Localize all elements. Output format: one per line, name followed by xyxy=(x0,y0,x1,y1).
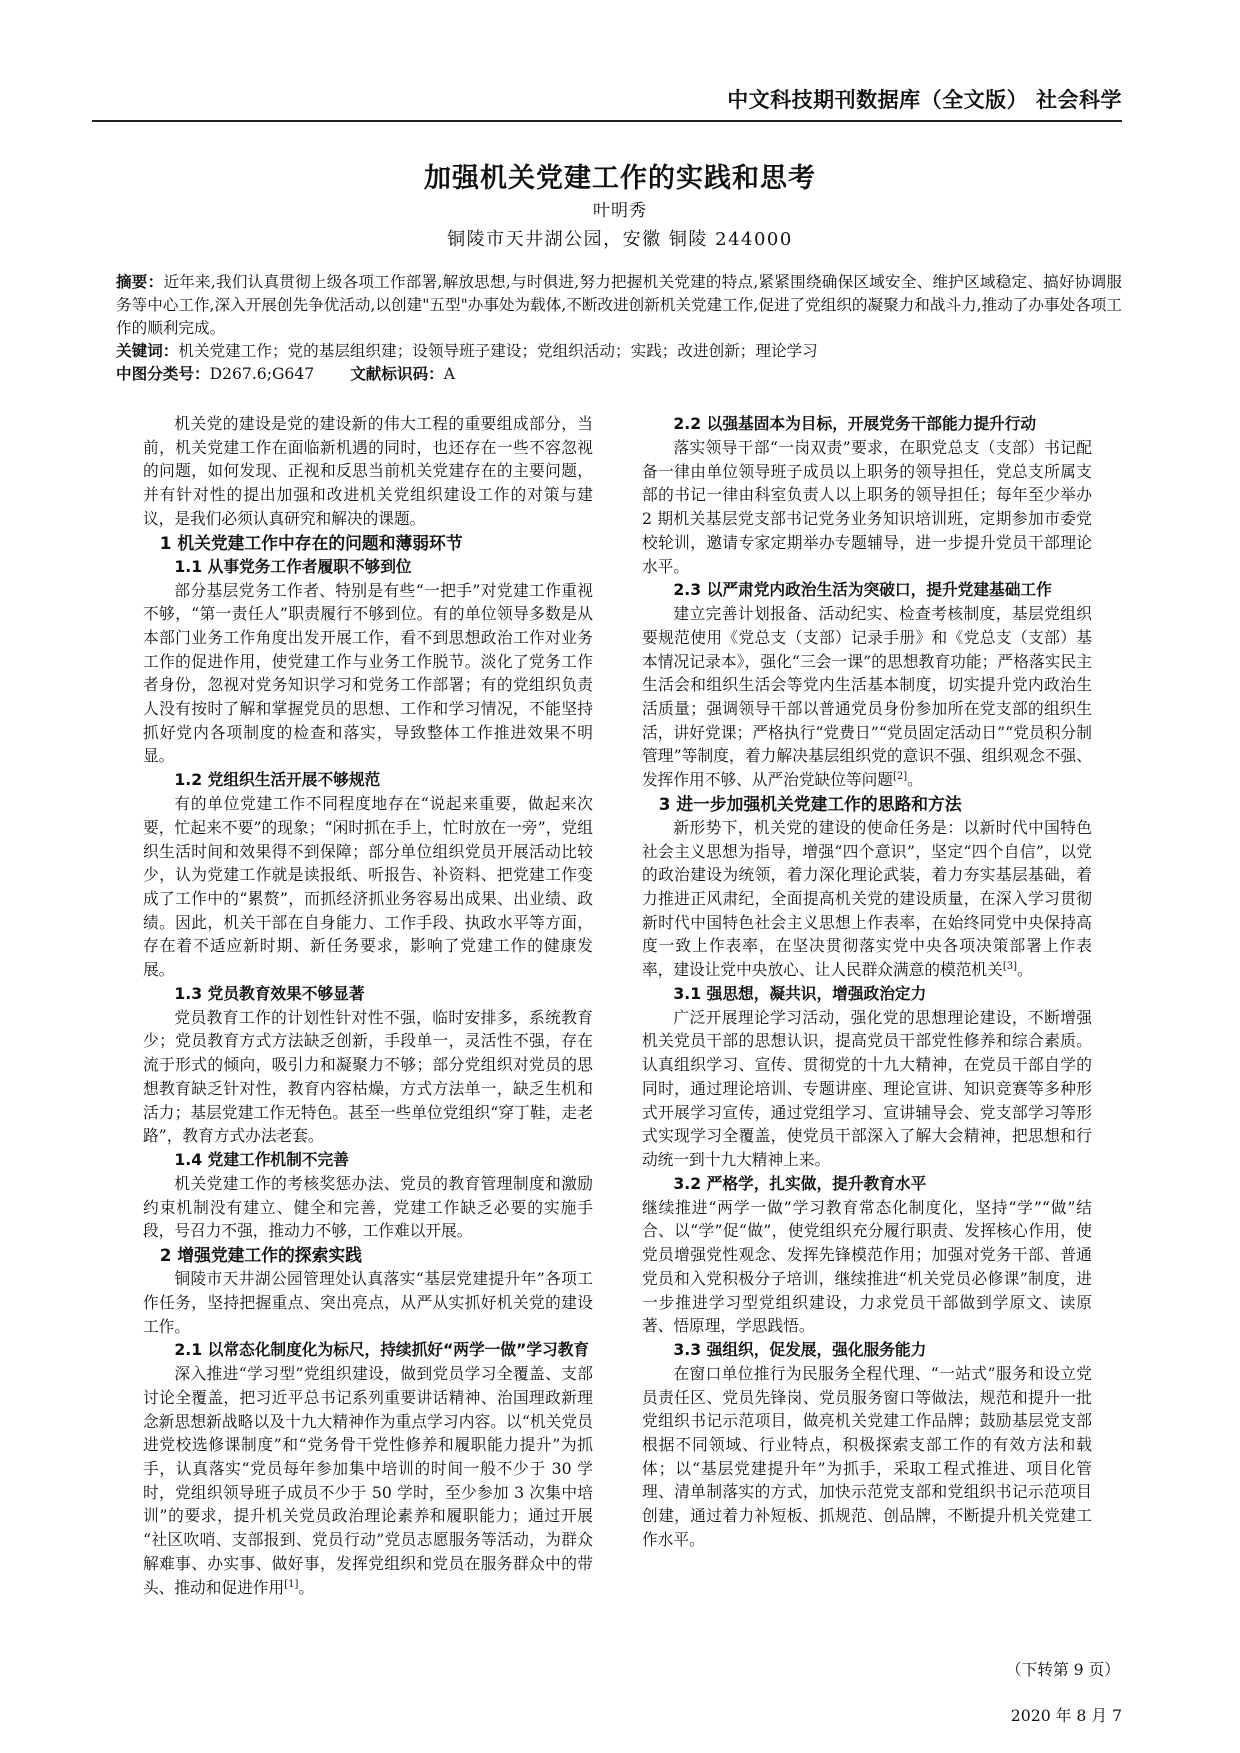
section-heading-text: 2 增强党建工作的探索实践 xyxy=(159,1245,362,1266)
paragraph-text: 新形势下，机关党的建设的使命任务是：以新时代中国特色社会主义思想为指导，增强“四个意识”，坚定“四个自信”，以党的政治建设为统领，着力深化理论武装，着力夯实基层基础，着力推进正风肃纪，全面提高机关党的建设质量，在深入学习贯彻新时代中国特色社会主义思想上作表率，在始终同党中央保持高度一致上作表率，在坚决贯彻落实党中央各项决策部署上作表率，建设让党中央放心、让人民群众满意的模范机关 xyxy=(642,817,1092,980)
paragraph xyxy=(642,436,1092,578)
subsection-heading xyxy=(642,982,1092,1006)
paragraph-text: 落实领导干部“一岗双责”要求，在职党总支（支部）书记配备一律由单位领导班子成员以上职务的领导担任，党总支所属支部的书记一律由科室负责人以上职务的领导担任；每年至少举办 2 期机关基层党支部书记党务业务知识培训班，定期参加市委党校轮训，邀请专家定期举办专题辅导，进一步提升党员干部理论水平。 xyxy=(642,438,1092,576)
section-heading-text: 1 机关党建工作中存在的问题和薄弱环节 xyxy=(159,532,463,553)
paragraph-text: 继续推进“两学一做”学习教育常态化制度化，坚持“学”“做”结合、以“学”促“做”，使党组织充分履行职责、发挥核心作用，使党员增强党性观念、发挥先锋模范作用；加强对党务干部、普通党员和入党积极分子培训，继续推进“机关党员必修课”制度，进一步推进学习型党组织建设，力求党员干部做到学原文、读原著、悟原理，学思践悟。 xyxy=(642,1197,1092,1336)
subsection-heading xyxy=(143,768,593,792)
paragraph-text: 有的单位党建工作不同程度地存在“说起来重要，做起来次要，忙起来不要”的现象；“闲时抓在手上，忙时放在一旁”，党组织生活时间和效果得不到保障；部分单位组织党员开展活动比较少，认为党建工作就是读报纸、听报告、补资料、把党建工作变成了工作中的“累赘”，而抓经济抓业务容易出成果、出业绩、政绩。因此，机关干部在自身能力、工作手段、执政水平等方面，存在着不适应新时期、新任务要求，影响了党建工作的健康发展。 xyxy=(143,794,593,980)
page-footer: 2020 年 8 月 7 xyxy=(1010,1706,1122,1725)
paragraph xyxy=(642,1006,1092,1172)
subsection-heading-text: 1.4 党建工作机制不完善 xyxy=(174,1149,349,1169)
paragraph-text: 建立完善计划报备、活动纪实、检查考核制度，基层党组织要规范使用《党总支（支部）记录手册》和《党总支（支部）基本情况记录本》，强化“三会一课”的思想教育功能；严格落实民主生活会和组织生活会等党内生活基本制度，切实提升党内政治生活质量；强调领导干部以普通党员身份参加所在党支部的组织生活，讲好党课；严格执行“党费日”“党员固定活动日”“党员积分制管理”等制度，着力解决基层组织党的意识不强、组织观念不强、发挥作用不够、从严治党缺位等问题 xyxy=(642,604,1092,790)
subsection-heading xyxy=(642,1338,1092,1362)
section-heading-text: 3 进一步加强机关党建工作的思路和方法 xyxy=(658,793,962,814)
right-column xyxy=(642,412,1092,1552)
section-heading xyxy=(143,1243,593,1267)
subsection-heading-text: 2.3 以严肃党内政治生活为突破口，提升党建基础工作 xyxy=(673,580,1052,600)
subsection-heading-text: 1.2 党组织生活开展不够规范 xyxy=(174,770,381,790)
author-name: 叶明秀 xyxy=(593,201,647,221)
paragraph xyxy=(143,1267,593,1338)
subsection-heading-text: 1.3 党员教育效果不够显著 xyxy=(174,983,365,1003)
journal-header: 中文科技期刊数据库（全文版） 社会科学 xyxy=(727,88,1122,112)
paragraph-text: 在窗口单位推行为民服务全程代理、“一站式”服务和设立党员责任区、党员先锋岗、党员服务窗口等做法，规范和提升一批党组织书记示范项目，做亮机关党建工作品牌；鼓励基层党支部根据不同领域、行业特点，积极探索支部工作的有效方法和载体；以“基层党建提升年”为抓手，采取工程式推进、项目化管理、清单制落实的方式，加快示范党支部和党组织书记示范项目创建，通过着力补短板、抓规范、创品牌，不断提升机关党建工作水平。 xyxy=(642,1363,1092,1549)
paragraph xyxy=(143,579,593,769)
citation-ref: [1] xyxy=(284,1578,299,1590)
subsection-heading-text: 1.1 从事党务工作者履职不够到位 xyxy=(174,556,412,576)
paragraph-text: 机关党的建设是党的建设新的伟大工程的重要组成部分，当前，机关党建工作在面临新机遇的同时，也还存在一些不容忽视的问题，如何发现、正视和反思当前机关党建存在的主要问题，并有针对性的提出加强和改进机关党组织建设工作的对策与建议，是我们必须认真研究和解决的课题。 xyxy=(143,414,593,528)
left-column xyxy=(143,412,593,1599)
paragraph xyxy=(642,1196,1092,1338)
subsection-heading xyxy=(143,555,593,579)
subsection-heading-text: 3.1 强思想，凝共识，增强政治定力 xyxy=(673,983,927,1003)
subsection-heading xyxy=(642,412,1092,436)
subsection-heading xyxy=(642,578,1092,602)
paragraph xyxy=(143,1006,593,1148)
paragraph-text: 党员教育工作的计划性针对性不强，临时安排多，系统教育少；党员教育方式方法缺乏创新，手段单一，灵活性不强，存在流于形式的倾向，吸引力和凝聚力不够；部分党组织对党员的思想教育缺乏针对性，教育内容枯燥，方式方法单一，缺乏生机和活力；基层党建工作无特色。甚至一些单位党组织“穿丁鞋，走老路”，教育方式办法老套。 xyxy=(143,1007,593,1146)
article-title: 加强机关党建工作的实践和思考 xyxy=(424,163,816,194)
sentence-end: 。 xyxy=(298,1577,315,1597)
paragraph xyxy=(143,1362,593,1599)
doc-code-value: A xyxy=(443,365,456,383)
paragraph xyxy=(642,816,1092,982)
citation-ref: [3] xyxy=(1002,960,1017,972)
subsection-heading-text: 3.2 严格学，扎实做，提升教育水平 xyxy=(673,1173,927,1193)
paragraph-text: 深入推进“学习型”党组织建设，做到党员学习全覆盖、支部讨论全覆盖，把习近平总书记系列重要讲话精神、治国理政新理念新思想新战略以及十九大精神作为重点学习内容。以“机关党员进党校选修课制度”和“党务骨干党性修养和履职能力提升”为抓手，认真落实“党员每年参加集中培训的时间一般不少于 30 学时，党组织领导班子成员不少于 50 学时，至少参加 3 次集中培训”的要求，提升机关党员政治理论素养和履职能力；通过开展 “社区吹哨、支部报到、党员行动”党员志愿服务等活动，为群众解难事、办实事、做好事，发挥党组织和党员在服务群众中的带头、推动和促进作用 xyxy=(143,1364,593,1597)
paragraph xyxy=(143,412,593,531)
subsection-heading xyxy=(143,1338,593,1362)
keywords xyxy=(116,340,1122,363)
subsection-heading-text: 3.3 强组织，促发展，强化服务能力 xyxy=(673,1339,927,1359)
abstract-text: 近年来,我们认真贯彻上级各项工作部署,解放思想,与时俱进,努力把握机关党建的特点,紧紧围绕确保区域安全、维护区域稳定、搞好协调服务等中心工作,深入开展创先争优活动,以创建"五型"办事处为载体,不断改进创新机关党建工作,促进了党组织的凝聚力和战斗力,推动了办事处各项工作的顺利完成。 xyxy=(116,273,1122,337)
section-heading xyxy=(143,531,593,555)
paragraph-text: 部分基层党务工作者、特别是有些“一把手”对党建工作重视不够，“第一责任人”职责履行不够到位。有的单位领导多数是从本部门业务工作角度出发开展工作，看不到思想政治工作对业务工作的促进作用，使党建工作与业务工作脱节。淡化了党务工作者身份，忽视对党务知识学习和党务工作部署；有的党组织负责人没有按时了解和掌握党员的思想、工作和学习情况，不能坚持抓好党内各项制度的检查和落实，导致整体工作推进效果不明显。 xyxy=(143,580,593,766)
keywords-text: 机关党建工作；党的基层组织建；设领导班子建设；党组织活动；实践；改进创新；理论学习 xyxy=(178,342,818,360)
paragraph xyxy=(642,1362,1092,1552)
section-heading xyxy=(642,792,1092,816)
subsection-heading xyxy=(642,1172,1092,1196)
sentence-end: 。 xyxy=(907,770,923,790)
subsection-heading xyxy=(143,1148,593,1172)
continued-note: （下转第 9 页） xyxy=(1005,1660,1120,1679)
header-rule xyxy=(92,120,1122,122)
classification xyxy=(116,363,1122,386)
subsection-heading xyxy=(143,982,593,1006)
abstract-label: 摘要： xyxy=(116,273,164,291)
clc-label: 中图分类号： xyxy=(116,365,210,383)
doc-code-label: 文献标识码： xyxy=(350,365,444,383)
subsection-heading-text: 2.1 以常态化制度化为标尺，持续抓好“两学一做”学习教育 xyxy=(174,1340,590,1360)
paragraph-text: 广泛开展理论学习活动，强化党的思想理论建设，不断增强机关党员干部的思想认识，提高党员干部党性修养和综合素质。认真组织学习、宣传、贯彻党的十九大精神，在党员干部自学的同时，通过理论培训、专题讲座、理论宣讲、知识竞赛等多种形式开展学习宣传，通过党组学习、宣讲辅导会、党支部学习等形式实现学习全覆盖，使党员干部深入了解大会精神，把思想和行动统一到十九大精神上来。 xyxy=(642,1007,1092,1169)
sentence-end: 。 xyxy=(1016,960,1033,980)
paragraph-text: 铜陵市天井湖公园管理处认真落实“基层党建提升年”各项工作任务，坚持把握重点、突出亮点，从严从实抓好机关党的建设工作。 xyxy=(143,1269,593,1336)
paragraph-text: 机关党建工作的考核奖惩办法、党员的教育管理制度和激励约束机制没有建立、健全和完善，党建工作缺乏必要的实施手段，号召力不强，推动力不够，工作难以开展。 xyxy=(143,1173,593,1241)
author-affiliation: 铜陵市天井湖公园，安徽 铜陵 244000 xyxy=(447,229,793,250)
paragraph xyxy=(143,1172,593,1243)
paragraph xyxy=(642,602,1092,792)
keywords-label: 关键词： xyxy=(116,342,179,360)
subsection-heading-text: 2.2 以强基固本为目标，开展党务干部能力提升行动 xyxy=(673,414,1037,433)
clc-value: D267.6;G647 xyxy=(209,365,315,383)
paragraph xyxy=(143,792,593,982)
citation-ref: [2] xyxy=(893,770,908,782)
front-matter xyxy=(116,271,1122,386)
abstract xyxy=(116,271,1122,340)
